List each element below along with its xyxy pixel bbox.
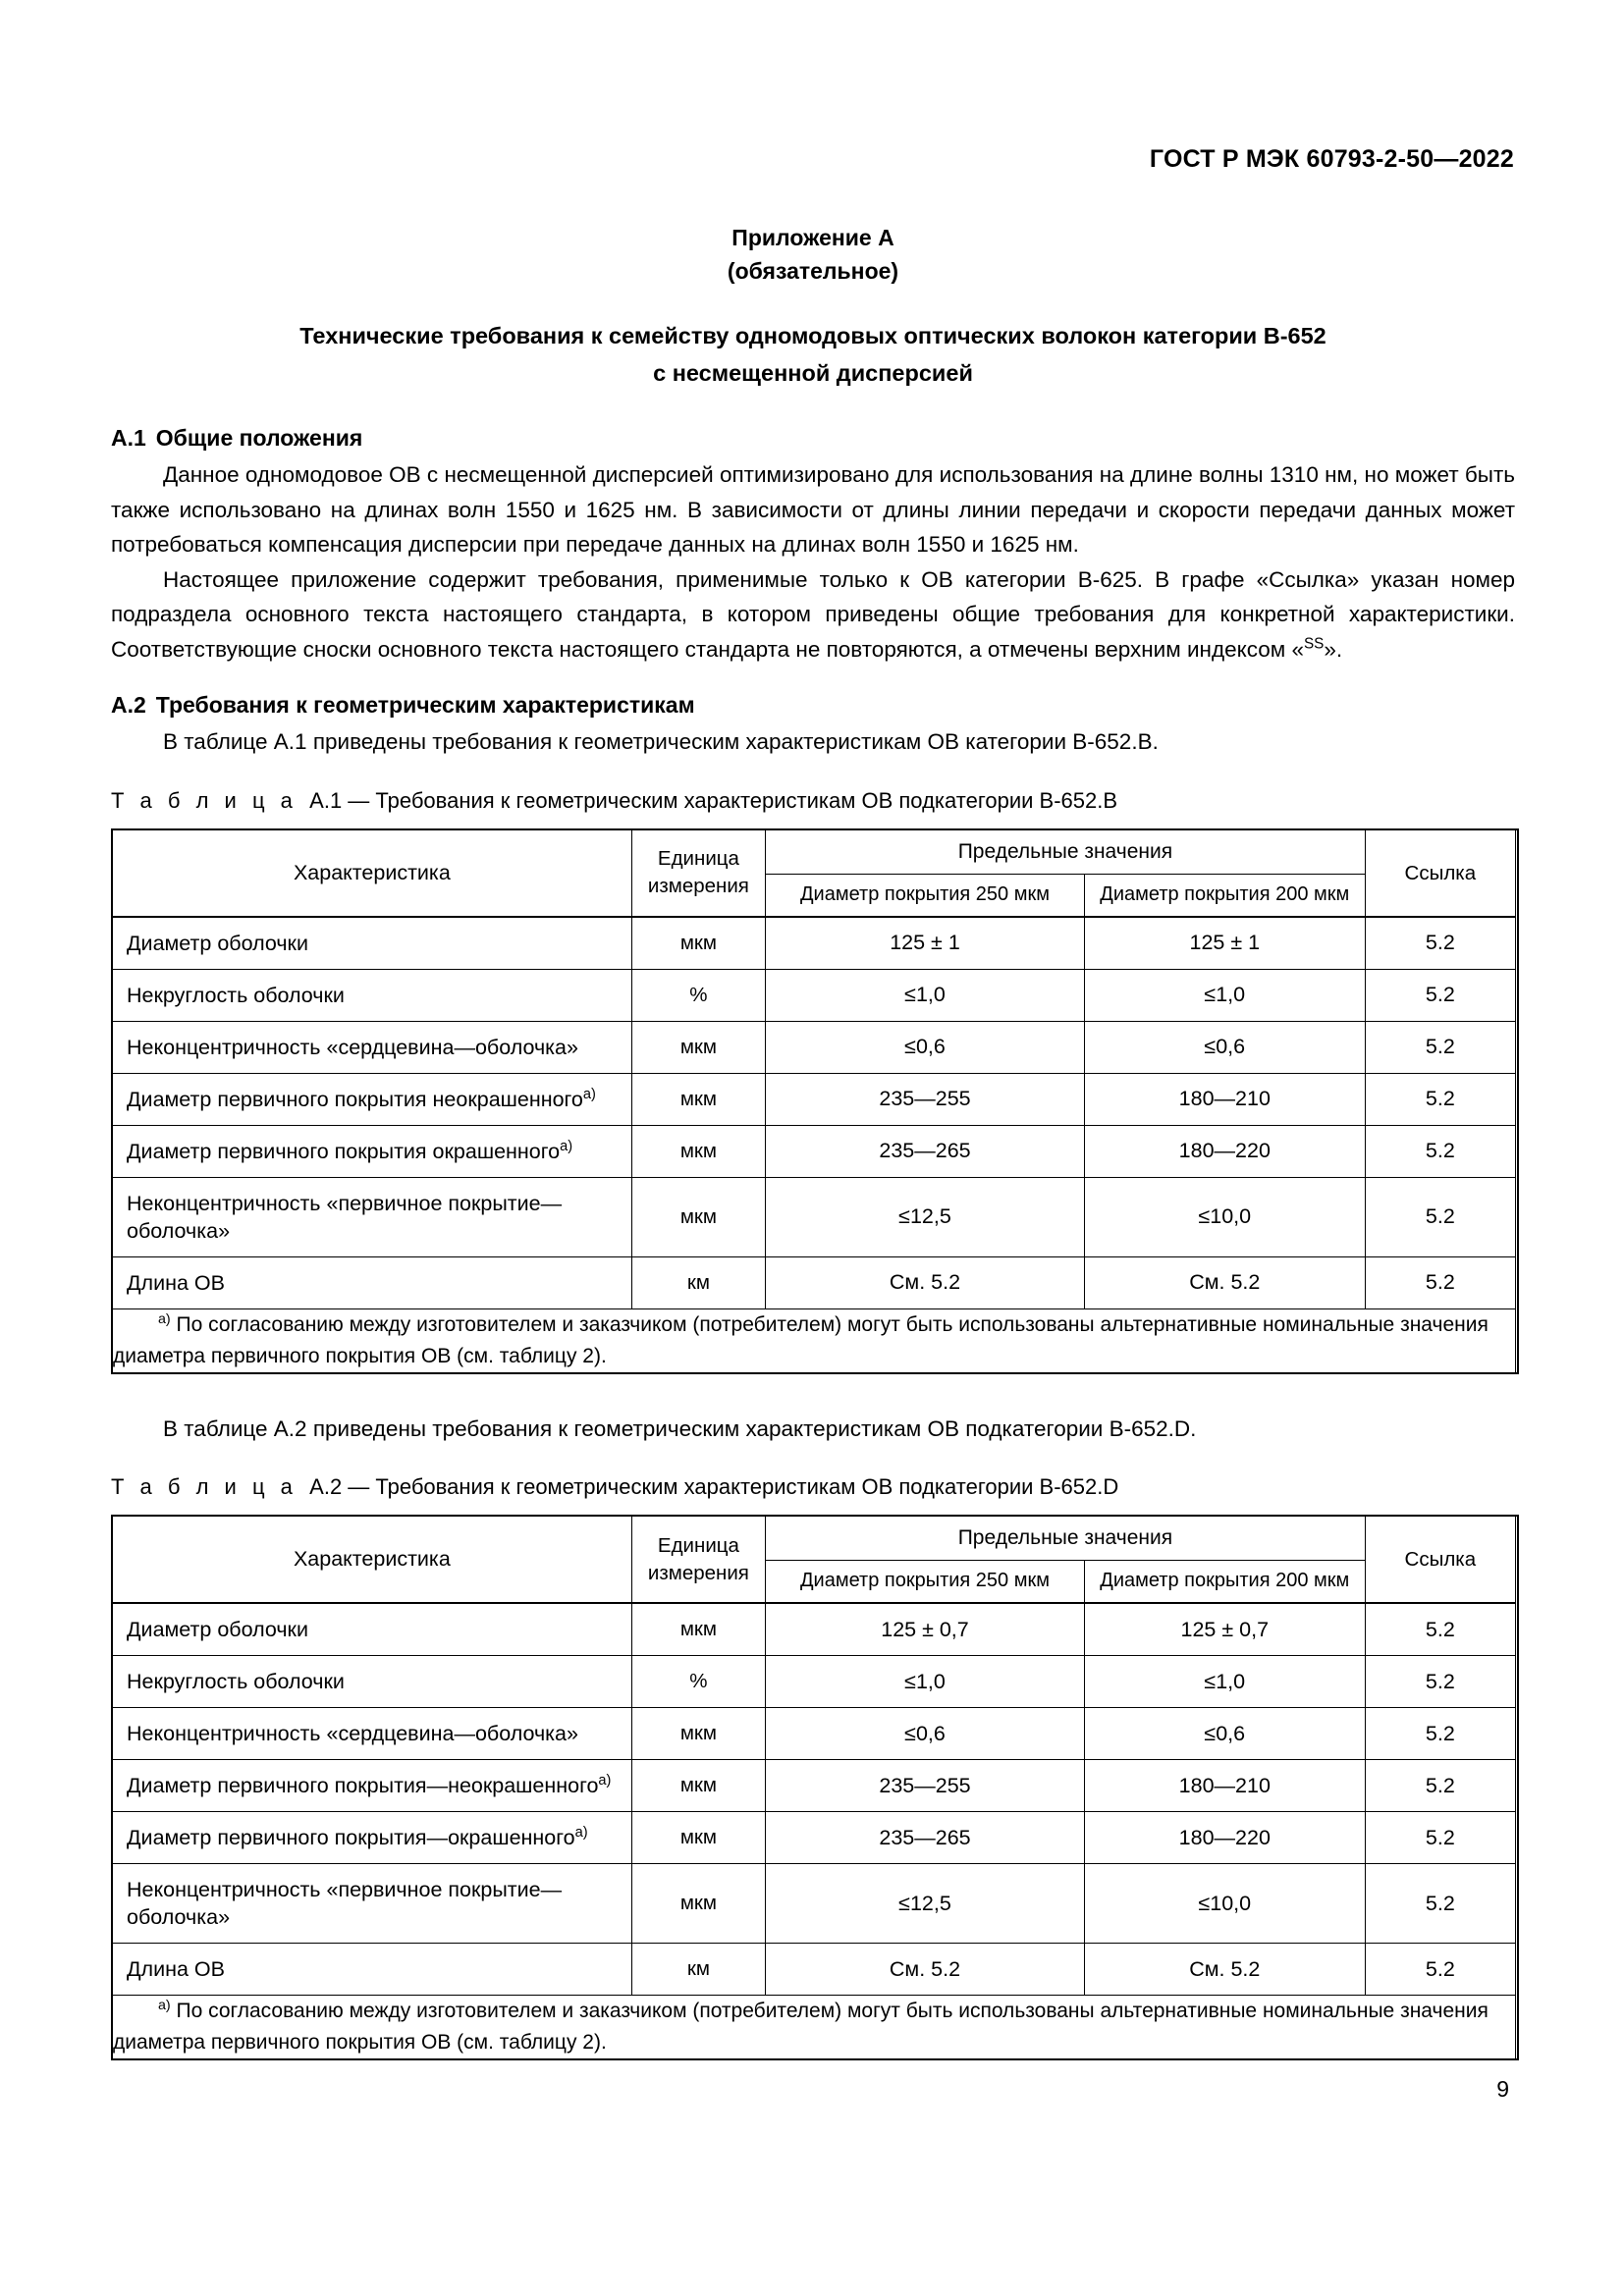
- table-row: [113, 1760, 1516, 1812]
- table-a2-footnote: [113, 1996, 1516, 2059]
- cell-reference: 5.2: [1365, 1760, 1515, 1812]
- table-a2-footnote-content: [113, 1996, 1515, 2058]
- footnote-marker: a): [158, 1310, 171, 1327]
- cell-unit: мкм: [631, 1021, 765, 1073]
- table-a1-body: [113, 917, 1516, 1373]
- cell-value-200: ≤0,6: [1084, 1708, 1365, 1760]
- cell-characteristic-superscript: a): [582, 1086, 596, 1102]
- table-a2-header-coating-200: Диаметр покрытия 200 мкм: [1084, 1561, 1365, 1604]
- cell-value-250: ≤1,0: [766, 969, 1085, 1021]
- table-a2-header-unit: Единица измерения: [631, 1517, 765, 1604]
- cell-value-200: См. 5.2: [1084, 1256, 1365, 1308]
- cell-value-200: См. 5.2: [1084, 1944, 1365, 1996]
- table-a2-head: [113, 1517, 1516, 1604]
- cell-unit: км: [631, 1256, 765, 1308]
- cell-reference: 5.2: [1365, 1708, 1515, 1760]
- table-a1-frame: [111, 828, 1519, 1374]
- cell-value-250: ≤1,0: [766, 1656, 1085, 1708]
- annex-title-line-1: Технические требования к семейству одномодовых оптических волокон категории В-652: [299, 323, 1326, 348]
- cell-reference: 5.2: [1365, 1864, 1515, 1944]
- cell-value-250: См. 5.2: [766, 1944, 1085, 1996]
- cell-unit: мкм: [631, 1864, 765, 1944]
- cell-value-250: 235—255: [766, 1073, 1085, 1125]
- section-number-a2: А.2: [111, 692, 146, 718]
- cell-value-250: ≤0,6: [766, 1708, 1085, 1760]
- table-a2-header-reference: Ссылка: [1365, 1517, 1515, 1604]
- superscript-ss: SS: [1303, 635, 1325, 652]
- cell-value-200: 180—210: [1084, 1073, 1365, 1125]
- table-a1-header-limits: Предельные значения: [766, 829, 1366, 874]
- cell-value-200: ≤1,0: [1084, 1656, 1365, 1708]
- cell-reference: 5.2: [1365, 1812, 1515, 1864]
- cell-characteristic: [113, 1073, 632, 1125]
- standard-designation-header: ГОСТ Р МЭК 60793-2-50—2022: [1149, 145, 1514, 173]
- table-a2: [112, 1516, 1516, 2059]
- cell-unit: мкм: [631, 1603, 765, 1656]
- paragraph-a1-1: Данное одномодовое ОВ с несмещенной дисперсией оптимизировано для использования на длине волны 1310 нм, но может быть также использовано на длинах волн 1550 и 1625 нм. В зависимости от длины линии передачи и скорости передачи данных может потребоваться компенсация дисперсии при передаче данных на длинах волн 1550 и 1625 нм.: [111, 462, 1515, 557]
- table-a1-footnote-content: [113, 1309, 1515, 1372]
- table-a1-caption-word: Т а б л и ц а: [111, 787, 298, 813]
- table-a1-head: [113, 829, 1516, 917]
- cell-characteristic-superscript: a): [598, 1772, 612, 1789]
- cell-characteristic-text: Некруглость оболочки: [127, 983, 345, 1007]
- table-a2-header-characteristic: Характеристика: [113, 1517, 632, 1604]
- cell-reference: 5.2: [1365, 1021, 1515, 1073]
- cell-characteristic: [113, 1708, 632, 1760]
- cell-reference: 5.2: [1365, 1603, 1515, 1656]
- annex-title: [111, 317, 1515, 392]
- table-a1-header-coating-200: Диаметр покрытия 200 мкм: [1084, 874, 1365, 917]
- cell-characteristic-text: Диаметр первичного покрытия—окрашенного: [127, 1826, 575, 1849]
- table-a2-caption-text: А.2 — Требования к геометрическим характеристикам ОВ подкатегории В-652.D: [309, 1474, 1119, 1499]
- footnote-text: По согласованию между изготовителем и заказчиком (потребителем) могут быть использованы альтернативные номинальные значения диаметра первичного покрытия ОВ (см. таблицу 2).: [113, 2000, 1489, 2054]
- section-heading-a2: [111, 692, 1515, 719]
- cell-value-250: 125 ± 0,7: [766, 1603, 1085, 1656]
- cell-characteristic: [113, 1125, 632, 1177]
- table-footnote-row: [113, 1996, 1516, 2059]
- table-row: [113, 1944, 1516, 1996]
- cell-reference: 5.2: [1365, 1125, 1515, 1177]
- cell-characteristic: [113, 1864, 632, 1944]
- cell-value-250: 235—265: [766, 1125, 1085, 1177]
- annex-label: Приложение А: [731, 225, 894, 250]
- table-row: [113, 1656, 1516, 1708]
- table-a2-header-coating-250: Диаметр покрытия 250 мкм: [766, 1561, 1085, 1604]
- table-row: [113, 1021, 1516, 1073]
- cell-value-250: ≤12,5: [766, 1864, 1085, 1944]
- cell-value-200: 125 ± 0,7: [1084, 1603, 1365, 1656]
- cell-characteristic-text: Некруглость оболочки: [127, 1670, 345, 1693]
- annex-status: (обязательное): [727, 258, 899, 284]
- cell-unit: км: [631, 1944, 765, 1996]
- cell-unit: мкм: [631, 1073, 765, 1125]
- cell-characteristic-text: Неконцентричность «первичное покрытие—оболочка»: [127, 1878, 563, 1929]
- cell-characteristic: [113, 917, 632, 970]
- cell-reference: 5.2: [1365, 1177, 1515, 1256]
- table-a1-caption-text: А.1 — Требования к геометрическим характеристикам ОВ подкатегории В-652.В: [309, 787, 1118, 813]
- cell-reference: 5.2: [1365, 1944, 1515, 1996]
- paragraph-intro-table-a1: В таблице А.1 приведены требования к геометрическим характеристикам ОВ категории В-652.В.: [163, 729, 1159, 754]
- cell-unit: мкм: [631, 1125, 765, 1177]
- table-row: [113, 1708, 1516, 1760]
- cell-characteristic: [113, 1256, 632, 1308]
- cell-value-250: 125 ± 1: [766, 917, 1085, 970]
- cell-reference: 5.2: [1365, 1256, 1515, 1308]
- table-a1: [112, 829, 1516, 1373]
- cell-characteristic: [113, 1944, 632, 1996]
- footnote-text: По согласованию между изготовителем и заказчиком (потребителем) могут быть использованы альтернативные номинальные значения диаметра первичного покрытия ОВ (см. таблицу 2).: [113, 1312, 1489, 1367]
- cell-characteristic-text: Диаметр оболочки: [127, 931, 308, 955]
- cell-value-200: ≤1,0: [1084, 969, 1365, 1021]
- table-a2-caption-word: Т а б л и ц а: [111, 1474, 298, 1499]
- table-a2-body: [113, 1603, 1516, 2059]
- table-a2-header-limits: Предельные значения: [766, 1517, 1366, 1561]
- annex-title-line-2: с несмещенной дисперсией: [653, 360, 973, 386]
- cell-characteristic-superscript: a): [574, 1824, 588, 1841]
- table-a1-header-characteristic: Характеристика: [113, 829, 632, 917]
- page-number: 9: [1496, 2076, 1509, 2102]
- cell-characteristic: [113, 969, 632, 1021]
- cell-reference: 5.2: [1365, 917, 1515, 970]
- cell-value-200: 180—210: [1084, 1760, 1365, 1812]
- table-row: [113, 969, 1516, 1021]
- cell-unit: мкм: [631, 1177, 765, 1256]
- cell-reference: 5.2: [1365, 1656, 1515, 1708]
- cell-characteristic-text: Диаметр оболочки: [127, 1618, 308, 1641]
- cell-reference: 5.2: [1365, 969, 1515, 1021]
- table-row: [113, 1864, 1516, 1944]
- table-row: [113, 1812, 1516, 1864]
- cell-characteristic-text: Неконцентричность «сердцевина—оболочка»: [127, 1035, 578, 1059]
- paragraph-a1-2: [111, 562, 1515, 667]
- cell-value-250: См. 5.2: [766, 1256, 1085, 1308]
- footnote-marker: a): [158, 1998, 171, 2013]
- cell-characteristic-superscript: a): [560, 1138, 573, 1154]
- cell-unit: мкм: [631, 917, 765, 970]
- table-a2-frame: [111, 1515, 1519, 2060]
- cell-unit: мкм: [631, 1812, 765, 1864]
- table-a1-caption: [111, 785, 1515, 817]
- cell-unit: %: [631, 1656, 765, 1708]
- cell-characteristic: [113, 1760, 632, 1812]
- cell-value-250: 235—265: [766, 1812, 1085, 1864]
- table-row: [113, 1125, 1516, 1177]
- cell-value-250: ≤12,5: [766, 1177, 1085, 1256]
- cell-value-200: ≤0,6: [1084, 1021, 1365, 1073]
- table-row: [113, 917, 1516, 970]
- cell-characteristic: [113, 1177, 632, 1256]
- section-heading-a1: [111, 425, 1515, 452]
- cell-unit: мкм: [631, 1760, 765, 1812]
- cell-characteristic-text: Длина ОВ: [127, 1957, 225, 1981]
- cell-characteristic-text: Неконцентричность «первичное покрытие—оболочка»: [127, 1191, 563, 1243]
- table-footnote-row: [113, 1308, 1516, 1372]
- cell-value-200: 125 ± 1: [1084, 917, 1365, 970]
- cell-characteristic-text: Диаметр первичного покрытия окрашенного: [127, 1139, 561, 1163]
- cell-characteristic: [113, 1812, 632, 1864]
- page-content: [111, 221, 1515, 2060]
- section-title-a1: Общие положения: [155, 425, 363, 451]
- cell-characteristic-text: Длина ОВ: [127, 1270, 225, 1295]
- table-row: [113, 1256, 1516, 1308]
- cell-characteristic: [113, 1021, 632, 1073]
- paragraph-a1-2-tail: ».: [1324, 636, 1343, 662]
- cell-characteristic: [113, 1603, 632, 1656]
- cell-value-250: ≤0,6: [766, 1021, 1085, 1073]
- table-a1-footnote: [113, 1308, 1516, 1372]
- cell-value-200: ≤10,0: [1084, 1177, 1365, 1256]
- section-title-a2: Требования к геометрическим характеристикам: [155, 692, 695, 718]
- table-a2-caption: [111, 1471, 1515, 1503]
- cell-characteristic: [113, 1656, 632, 1708]
- cell-reference: 5.2: [1365, 1073, 1515, 1125]
- table-row: [113, 1603, 1516, 1656]
- table-a1-header-coating-250: Диаметр покрытия 250 мкм: [766, 874, 1085, 917]
- cell-characteristic-text: Неконцентричность «сердцевина—оболочка»: [127, 1722, 578, 1745]
- paragraph-intro-table-a2: В таблице А.2 приведены требования к геометрическим характеристикам ОВ подкатегории В-652.D.: [163, 1415, 1197, 1441]
- paragraph-a1-2-text: Настоящее приложение содержит требования, применимые только к ОВ категории В-625. В графе «Ссылка» указан номер подраздела основного текста настоящего стандарта, в котором приведены общие требования для конкретной характеристики. Соответствующие сноски основного текста настоящего стандарта не повторяются, а отмечены верхним индексом «: [111, 566, 1515, 662]
- cell-value-200: 180—220: [1084, 1125, 1365, 1177]
- cell-value-250: 235—255: [766, 1760, 1085, 1812]
- cell-unit: мкм: [631, 1708, 765, 1760]
- cell-unit: %: [631, 969, 765, 1021]
- table-row: [113, 1177, 1516, 1256]
- table-a1-header-reference: Ссылка: [1365, 829, 1515, 917]
- cell-value-200: 180—220: [1084, 1812, 1365, 1864]
- cell-characteristic-text: Диаметр первичного покрытия—неокрашенного: [127, 1774, 599, 1797]
- table-a1-header-unit: Единица измерения: [631, 829, 765, 917]
- cell-value-200: ≤10,0: [1084, 1864, 1365, 1944]
- cell-characteristic-text: Диаметр первичного покрытия неокрашенного: [127, 1087, 583, 1111]
- section-number-a1: А.1: [111, 425, 146, 451]
- table-row: [113, 1073, 1516, 1125]
